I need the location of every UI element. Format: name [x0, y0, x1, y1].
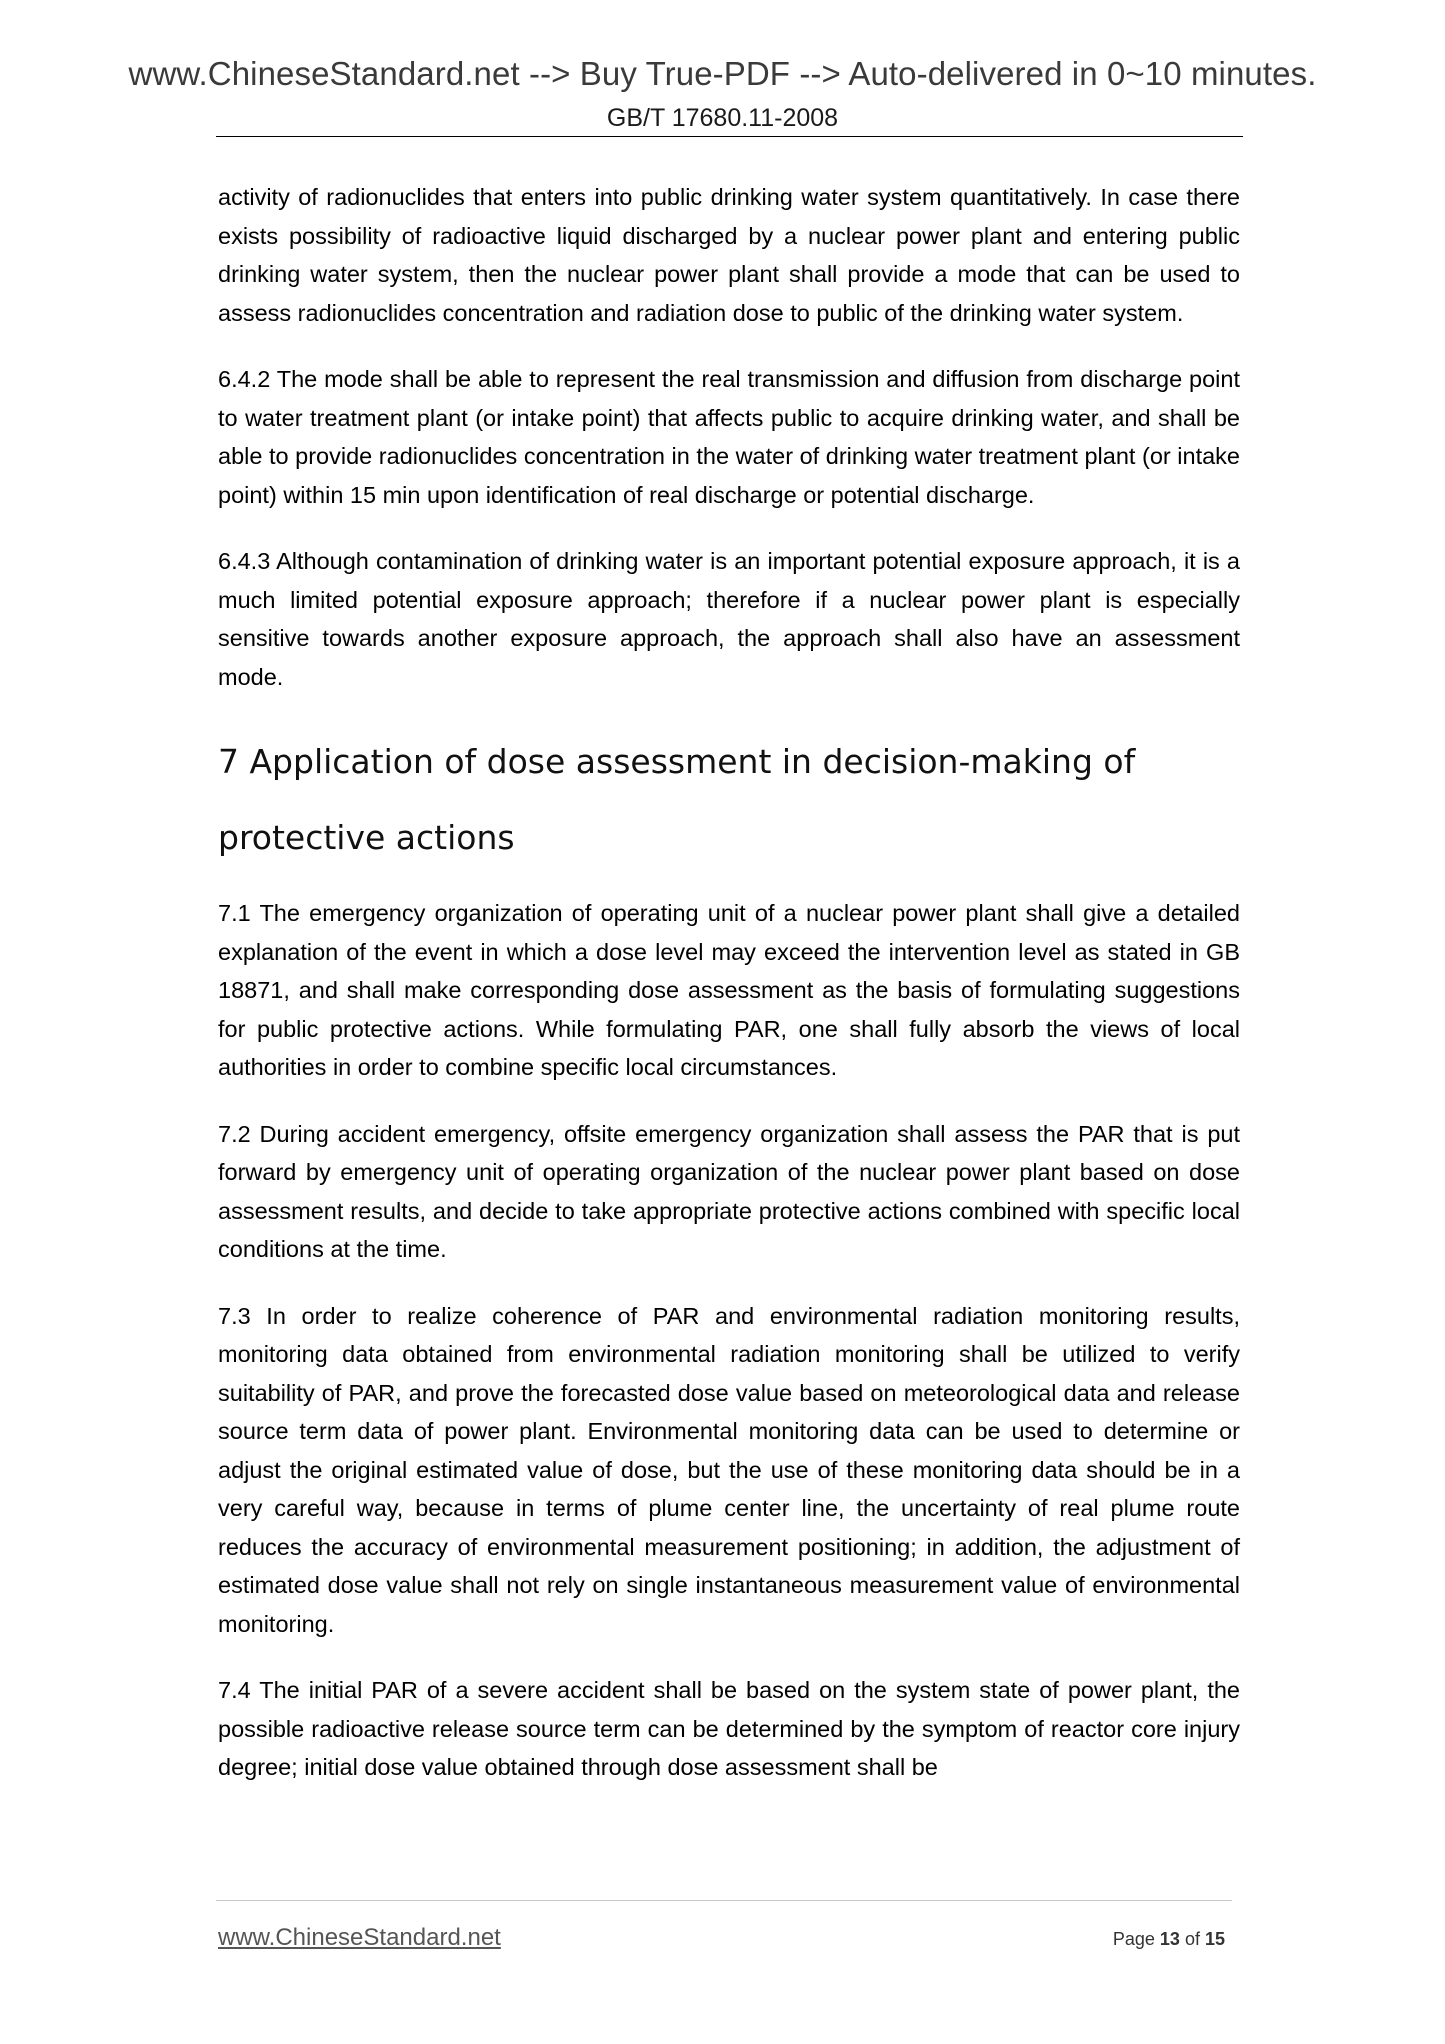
header-divider	[216, 136, 1243, 137]
footer-divider	[216, 1900, 1232, 1901]
page-number	[1113, 1929, 1225, 1950]
paragraph-7-4: 7.4 The initial PAR of a severe accident shall be based on the system state of power plant, the possible radioactive release source term can be determined by the symptom of reactor core injury degree; initial dose value obtained through dose assessment shall be	[218, 1677, 1240, 1780]
paragraph-6-4-3: 6.4.3 Although contamination of drinking water is an important potential exposure approach, it is a much limited potential exposure approach; therefore if a nuclear power plant is especially sensitive towards another exposure approach, the approach shall also have an assessment mode.	[218, 548, 1240, 690]
footer-site-link[interactable]: www.ChineseStandard.net	[218, 1924, 501, 1951]
paragraph-7-1: 7.1 The emergency organization of operating unit of a nuclear power plant shall give a detailed explanation of the event in which a dose level may exceed the intervention level as stated in GB 18871, and shall make corresponding dose assessment as the basis of formulating suggestions for public protective actions. While formulating PAR, one shall fully absorb the views of local authorities in order to combine specific local circumstances.	[218, 900, 1240, 1080]
paragraph-7-3: 7.3 In order to realize coherence of PAR and environmental radiation monitoring results, monitoring data obtained from environmental radiation monitoring shall be utilized to verify suitability of PAR, and prove the forecasted dose value based on meteorological data and release source term data of power plant. Environmental monitoring data can be used to determine or adjust the original estimated value of dose, but the use of these monitoring data should be in a very careful way, because in terms of plume center line, the uncertainty of real plume route reduces the accuracy of environmental measurement positioning; in addition, the adjustment of estimated dose value shall not rely on single instantaneous measurement value of environmental monitoring.	[218, 1302, 1240, 1637]
paragraph-6-4-2: 6.4.2 The mode shall be able to represent the real transmission and diffusion from discharge point to water treatment plant (or intake point) that affects public to acquire drinking water, and shall be able to provide radionuclides concentration in the water of drinking water treatment plant (or intake point) within 15 min upon identification of real discharge or potential discharge.	[218, 366, 1240, 508]
paragraph-7-2: 7.2 During accident emergency, offsite emergency organization shall assess the PAR that is put forward by emergency unit of operating organization of the nuclear power plant based on dose assessment results, and decide to take appropriate protective actions combined with specific local conditions at the time.	[218, 1120, 1240, 1262]
page-current: 13	[1159, 1929, 1180, 1949]
standard-code: GB/T 17680.11-2008	[606, 104, 839, 132]
paragraph-continuation: activity of radionuclides that enters into public drinking water system quantitatively. In case there exists possibility of radioactive liquid discharged by a nuclear power plant and entering public drinking water system, then the nuclear power plant shall provide a mode that can be used to assess radionuclides concentration and radiation dose to public of the drinking water system.	[218, 184, 1240, 326]
page-word: Page	[1112, 1929, 1155, 1949]
page-total: 15	[1204, 1929, 1225, 1949]
page-of-word: of	[1184, 1929, 1200, 1949]
section-7-heading: 7 Application of dose assessment in decision-making of protective actions	[218, 742, 1136, 857]
header-banner: www.ChineseStandard.net --> Buy True-PDF --> Auto-delivered in 0~10 minutes.	[128, 55, 1317, 92]
page-content	[218, 178, 1240, 1815]
